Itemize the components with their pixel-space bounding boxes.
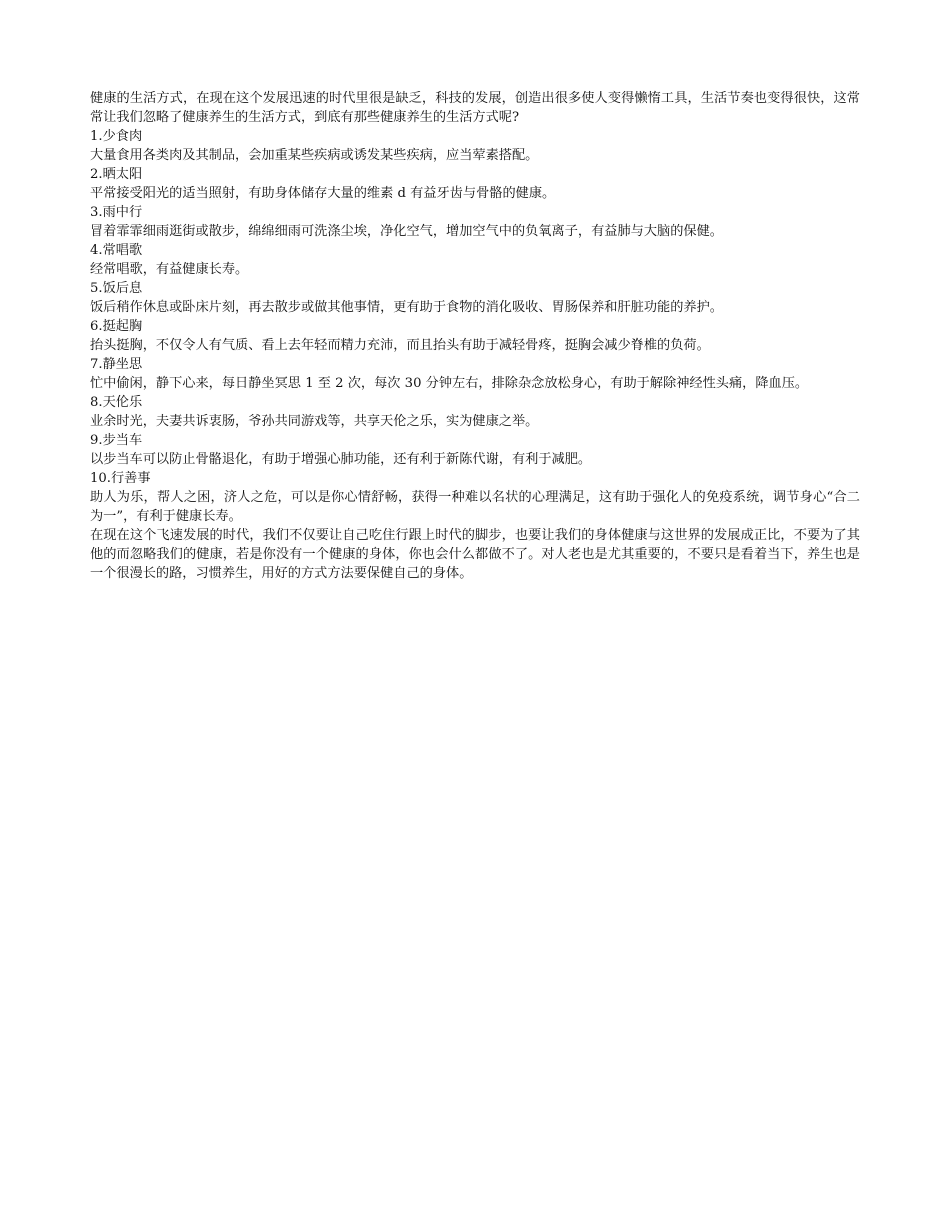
section-heading: 4.常唱歌 xyxy=(90,243,143,258)
section-body: 助人为乐，帮人之困，济人之危，可以是你心情舒畅，获得一种难以名状的心理满足，这有助于强化人的免疫系统，调节身心“合二为一”，有利于健康长寿。 xyxy=(90,490,860,524)
section-heading: 8.天伦乐 xyxy=(90,395,143,410)
section-body: 以步当车可以防止骨骼退化，有助于增强心肺功能，还有利于新陈代谢，有利于减肥。 xyxy=(90,452,592,467)
section-body: 饭后稍作休息或卧床片刻，再去散步或做其他事情，更有助于食物的消化吸收、胃肠保养和肝脏功能的养护。 xyxy=(90,300,723,315)
section-body: 业余时光，夫妻共诉衷肠，爷孙共同游戏等，共享天伦之乐，实为健康之举。 xyxy=(90,414,539,429)
section-heading: 10.行善事 xyxy=(90,471,151,486)
section-heading: 1.少食肉 xyxy=(90,129,143,144)
section-body: 平常接受阳光的适当照射，有助身体储存大量的维素 d 有益牙齿与骨骼的健康。 xyxy=(90,186,556,201)
section-body: 冒着霏霏细雨逛街或散步，绵绵细雨可洗涤尘埃，净化空气，增加空气中的负氧离子，有益肺与大脑的保健。 xyxy=(90,224,723,239)
section-body: 经常唱歌，有益健康长寿。 xyxy=(90,262,249,277)
section-heading: 2.晒太阳 xyxy=(90,167,143,182)
section-heading: 3.雨中行 xyxy=(90,205,143,220)
section-body: 大量食用各类肉及其制品，会加重某些疾病或诱发某些疾病，应当荤素搭配。 xyxy=(90,148,539,163)
section-body: 忙中偷闲，静下心来，每日静坐冥思 1 至 2 次，每次 30 分钟左右，排除杂念放松身心，有助于解除神经性头痛，降血压。 xyxy=(90,376,809,391)
conclusion-paragraph: 在现在这个飞速发展的时代，我们不仅要让自己吃住行跟上时代的脚步，也要让我们的身体健康与这世界的发展成正比，不要为了其他的而忽略我们的健康，若是你没有一个健康的身体，你也会什么都做不了。对人老也是尤其重要的，不要只是看着当下，养生也是一个很漫长的路，习惯养生，用好的方式方法要保健自己的身体。 xyxy=(90,528,860,581)
section-heading: 7.静坐思 xyxy=(90,357,143,372)
document-page xyxy=(90,89,860,583)
intro-paragraph: 健康的生活方式，在现在这个发展迅速的时代里很是缺乏，科技的发展，创造出很多使人变得懒惰工具，生活节奏也变得很快，这常常让我们忽略了健康养生的生活方式，到底有那些健康养生的生活方式呢? xyxy=(90,91,860,125)
section-body: 抬头挺胸，不仅令人有气质、看上去年轻而精力充沛，而且抬头有助于减轻骨疼，挺胸会减少脊椎的负荷。 xyxy=(90,338,710,353)
section-heading: 5.饭后息 xyxy=(90,281,143,296)
section-heading: 9.步当车 xyxy=(90,433,143,448)
section-heading: 6.挺起胸 xyxy=(90,319,143,334)
